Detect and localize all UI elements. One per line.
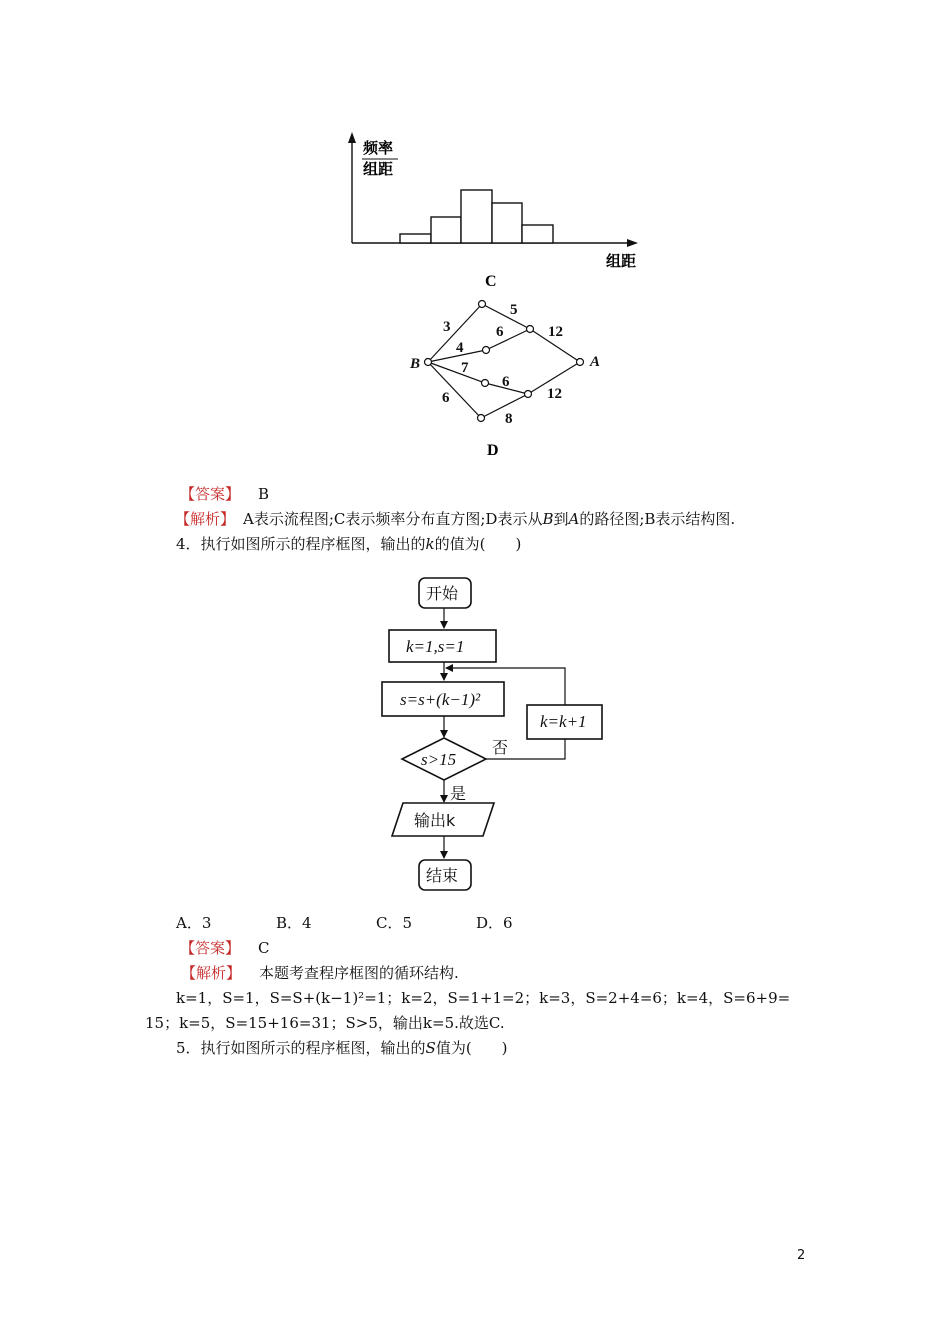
edge-label: 4 <box>456 340 464 356</box>
analysis-tag: 【解析】 <box>181 964 242 982</box>
edge-label: 3 <box>443 319 451 335</box>
page-number: 2 <box>797 1248 806 1263</box>
edge-label: 7 <box>461 360 469 376</box>
question-5 <box>176 1038 508 1058</box>
edge-label: 12 <box>547 386 562 402</box>
flow-output-label: 输出k <box>414 811 456 830</box>
question-var: S <box>425 1039 436 1057</box>
question-text: 值为( ) <box>435 1039 508 1057</box>
edge-label: 6 <box>442 390 450 406</box>
flow-no-label: 否 <box>492 738 509 757</box>
flow-start-label: 开始 <box>426 584 459 603</box>
flow-update-label: s=s+(k−1)² <box>400 690 481 709</box>
node-label-a: A <box>590 354 601 370</box>
analysis-text: 到 <box>553 510 569 528</box>
analysis-text: 的路径图;B表示结构图. <box>579 510 736 528</box>
flow-init-label: k=1,s=1 <box>406 637 465 656</box>
question-var: k <box>425 535 435 553</box>
answer-tag: 【答案】 <box>180 485 241 503</box>
y-axis-label-bottom: 组距 <box>363 160 394 178</box>
analysis-tag: 【解析】 <box>175 510 236 528</box>
analysis-var-a: A <box>568 510 580 528</box>
option-c: C．5 <box>376 914 413 932</box>
option-d: D．6 <box>476 914 513 932</box>
flow-end-label: 结束 <box>426 866 459 885</box>
answer-tag: 【答案】 <box>180 939 241 957</box>
question-text: 5．执行如图所示的程序框图，输出的 <box>176 1039 426 1057</box>
flow-yes-label: 是 <box>450 784 467 803</box>
work-line-1: k=1，S=1，S=S+(k−1)²=1；k=2，S=1+1=2；k=3，S=2+4=6；k=4，S=6+9= <box>176 989 791 1007</box>
edge-label: 8 <box>505 411 513 427</box>
flow-inc-label: k=k+1 <box>540 712 587 731</box>
x-axis-label: 组距 <box>606 252 637 270</box>
edge-label: 12 <box>548 324 563 340</box>
answer-line-q4 <box>180 938 270 958</box>
y-axis-label-top: 频率 <box>363 139 394 157</box>
analysis-var-b: B <box>542 510 554 528</box>
options-q4 <box>176 913 513 933</box>
option-a: A．3 <box>176 914 212 932</box>
answer-value: C <box>258 939 270 957</box>
analysis-text: 本题考查程序框图的循环结构. <box>259 964 459 982</box>
figure-caption-d: D <box>487 442 499 459</box>
analysis-text: A表示流程图;C表示频率分布直方图;D表示从 <box>243 510 543 528</box>
figure-caption-c: C <box>485 273 497 290</box>
question-text: 的值为( ) <box>434 535 522 553</box>
edge-label: 6 <box>496 324 504 340</box>
option-b: B．4 <box>276 914 312 932</box>
edge-label: 6 <box>502 374 510 390</box>
flow-cond-label: s>15 <box>421 750 457 769</box>
work-line-2: 15；k=5，S=15+16=31；S>5，输出k=5.故选C. <box>145 1014 505 1032</box>
node-label-b: B <box>410 356 421 372</box>
answer-value: B <box>258 485 270 503</box>
question-text: 4．执行如图所示的程序框图，输出的 <box>176 535 426 553</box>
analysis-line-q4 <box>181 963 459 983</box>
edge-label: 5 <box>510 302 518 318</box>
